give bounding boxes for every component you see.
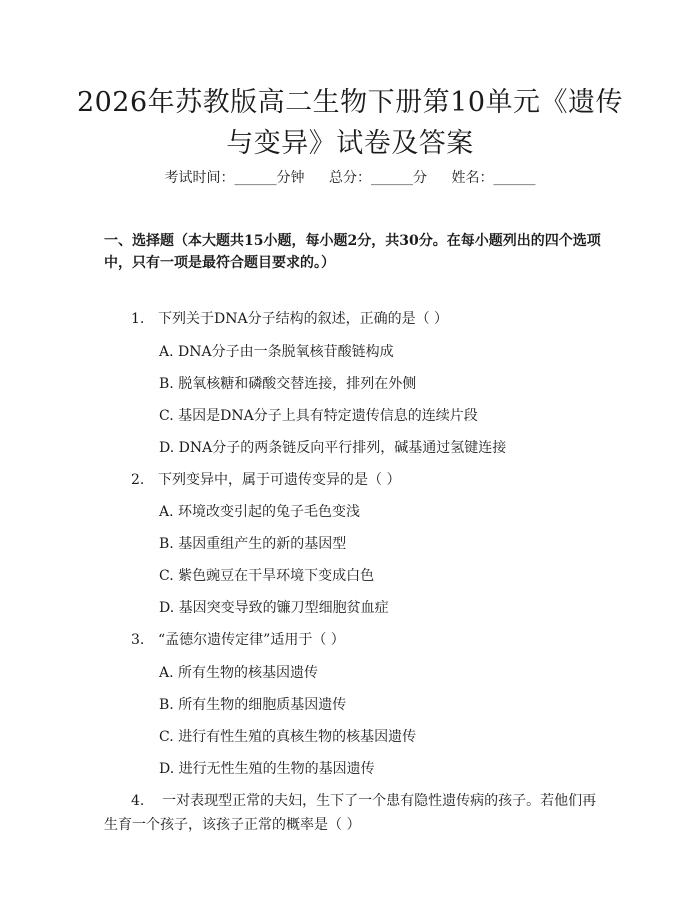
question-3-stem: [131, 630, 611, 650]
question-2-option-c: C. 紫色豌豆在干旱环境下变成白色: [159, 568, 375, 584]
question-2-option-d: D. 基因突变导致的镰刀型细胞贫血症: [159, 600, 389, 616]
question-4-stem: [104, 789, 604, 837]
question-number: 1.: [131, 311, 145, 327]
question-1-stem: [131, 309, 611, 329]
question-3-option-d: D. 进行无性生殖的生物的基因遗传: [159, 761, 375, 777]
total-score-field: 总分：______分: [329, 170, 427, 186]
question-2-stem: [131, 470, 611, 490]
question-number: 3.: [131, 632, 145, 648]
question-number: 4.: [131, 793, 145, 809]
question-3-option-c: C. 进行有性生殖的真核生物的核基因遗传: [159, 729, 417, 745]
page-title: 2026年苏教版高二生物下册第10单元《遗传与变异》试卷及答案: [76, 87, 624, 159]
question-1-option-c: C. 基因是DNA分子上具有特定遗传信息的连续片段: [159, 408, 478, 424]
section-heading: 一、选择题（本大题共15小题，每小题2分，共30分。在每小题列出的四个选项中，只有一项是最符合题目要求的。）: [104, 233, 601, 271]
question-1-option-d: D. DNA分子的两条链反向平行排列，碱基通过氢键连接: [159, 440, 507, 456]
question-1-option-b: B. 脱氧核糖和磷酸交替连接，排列在外侧: [159, 376, 417, 392]
question-3-option-a: A. 所有生物的核基因遗传: [159, 665, 319, 681]
question-text: “孟德尔遗传定律”适用于（ ）: [158, 632, 345, 648]
question-text: 一对表现型正常的夫妇，生下了一个患有隐性遗传病的孩子。若他们再生育一个孩子，该孩子正常的概率是（ ）: [104, 793, 597, 833]
question-2-option-b: B. 基因重组产生的新的基因型: [159, 536, 347, 552]
question-2-option-a: A. 环境改变引起的兔子毛色变浅: [159, 504, 361, 520]
exam-info: [0, 168, 700, 188]
question-number: 2.: [131, 472, 145, 488]
question-3-option-b: B. 所有生物的细胞质基因遗传: [159, 697, 347, 713]
exam-time-field: 考试时间：______分钟: [164, 170, 305, 186]
question-text: 下列关于DNA分子结构的叙述，正确的是（ ）: [158, 311, 449, 327]
question-text: 下列变异中，属于可遗传变异的是（ ）: [158, 472, 401, 488]
student-name-field: 姓名：______: [451, 170, 536, 186]
question-1-option-a: A. DNA分子由一条脱氧核苷酸链构成: [159, 344, 394, 360]
